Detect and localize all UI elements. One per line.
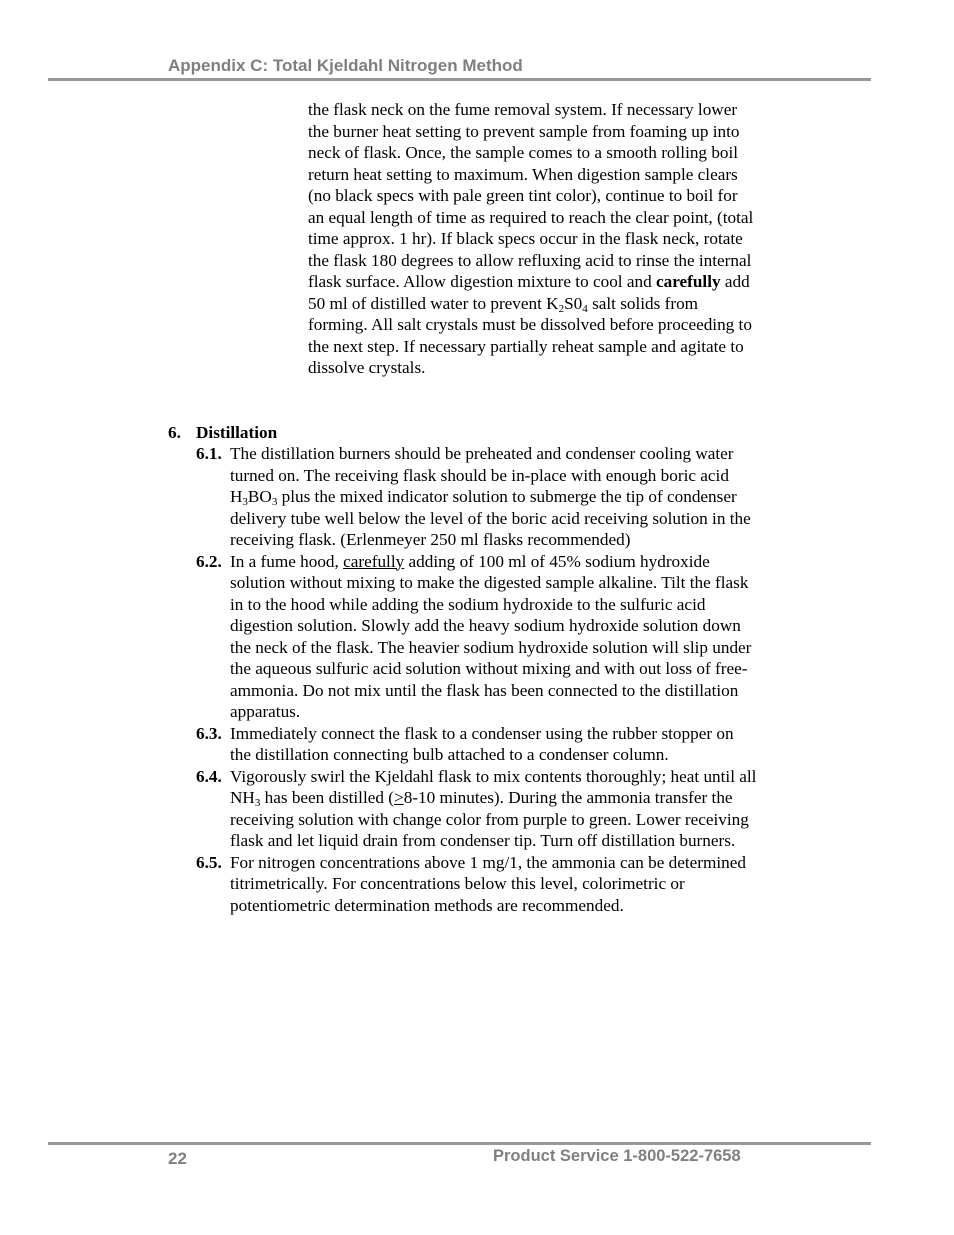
section-heading [168, 422, 277, 444]
greater-equal-symbol: > [393, 788, 404, 807]
continued-text-2: add 50 ml of distilled water to prevent K [308, 272, 750, 313]
step-text: adding of 100 ml of 45% sodium hydroxide solution without mixing to make the digested sample alkaline. Tilt the flask in to the hood while adding the sodium hydroxide to the sulfuric acid digestion solution. Slowly add the heavy sodium hydroxide solution down the neck of the flask. The heavier sodium hydroxide solution will slip under the aqueous sulfuric acid solution without mixing and with out loss of free-ammonia. Do not mix until the flask has been connected to the distillation apparatus. [230, 551, 752, 721]
continued-text-1: the flask neck on the fume removal system. If necessary lower the burner heat setting to prevent sample from foaming up into neck of flask. Once, the sample comes to a smooth rolling boil return heat setting to maximum. When digestion sample clears (no black specs with pale green tint color), continue to boil for an equal length of time as required to reach the clear point, (total time approx. 1 hr). If black specs occur in the flask neck, rotate the flask 180 degrees to allow refluxing acid to rinse the internal flask surface. Allow digestion mixture to cool and [308, 100, 754, 291]
subscript-2: 2 [558, 302, 565, 315]
step-6-5 [196, 852, 758, 917]
step-number: 6.3. [196, 723, 222, 743]
step-text: BO [247, 487, 272, 506]
step-number: 6.1. [196, 444, 222, 463]
step-text: plus the mixed indicator solution to submerge the tip of condenser delivery tube well below the level of the boric acid receiving solution in the receiving flask. (Erlenmeyer 250 ml flasks recommended) [230, 487, 751, 549]
continued-text-4: salt solids from forming. All salt crystals must be dissolved before proceeding to the next step. If necessary partially reheat sample and agitate to dissolve crystals. [308, 293, 752, 377]
page-header-title: Appendix C: Total Kjeldahl Nitrogen Method [168, 56, 523, 75]
subscript: 3 [254, 797, 261, 809]
step-number: 6.4. [196, 766, 222, 786]
page-number: 22 [168, 1149, 187, 1168]
section-number: 6. [168, 423, 181, 442]
continued-paragraph [308, 99, 758, 379]
product-service-phone: Product Service 1-800-522-7658 [493, 1147, 741, 1165]
carefully-bold: carefully [655, 272, 721, 291]
step-6-4 [196, 766, 758, 852]
subscript: 3 [242, 496, 248, 508]
step-text: 8-10 minutes). During the ammonia transfer the receiving solution with change color from purple to green. Lower receiving flask and let liquid drain from condenser tip. Turn off distillation burners. [230, 788, 749, 850]
continued-text-3: S0 [564, 293, 583, 313]
step-text: Immediately connect the flask to a condenser using the rubber stopper on the distillation connecting bulb attached to a condenser column. [230, 723, 734, 764]
footer-rule [48, 1142, 871, 1145]
step-text: Vigorously swirl the Kjeldahl flask to mix contents thoroughly; heat until all NH [230, 766, 757, 807]
step-6-2 [196, 551, 758, 723]
subscript: 3 [271, 496, 278, 508]
distillation-steps [196, 443, 758, 916]
step-number: 6.5. [196, 852, 222, 872]
step-6-3 [196, 723, 758, 766]
step-number: 6.2. [196, 551, 222, 571]
step-text: In a fume hood, [230, 551, 339, 571]
subscript-4: 4 [582, 302, 588, 315]
step-6-1 [196, 443, 758, 551]
step-text: For nitrogen concentrations above 1 mg/1, the ammonia can be determined titrimetrically. For concentrations below this level, colorimetric or potentiometric determination methods are recommended. [230, 852, 746, 915]
step-text: has been distilled ( [264, 788, 394, 807]
step-text: The distillation burners should be preheated and condenser cooling water turned on. The receiving flask should be in-place with enough boric acid H [230, 444, 734, 506]
section-title: Distillation [196, 423, 278, 442]
header-rule [48, 78, 871, 81]
carefully-underlined: carefully [343, 551, 405, 571]
